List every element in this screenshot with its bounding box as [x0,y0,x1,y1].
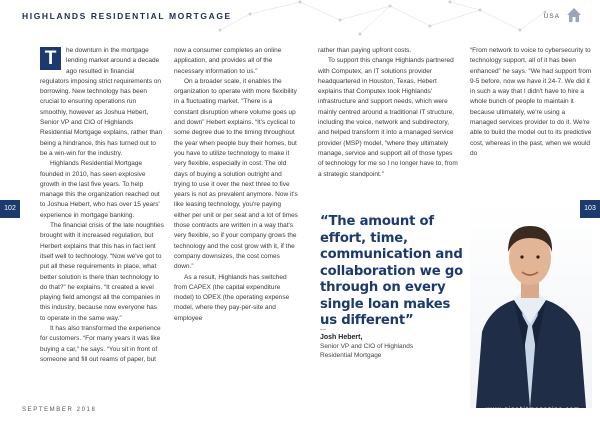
region-label: USA [543,13,560,20]
house-icon [566,7,582,23]
portrait-photo [470,200,592,408]
page-number-left: 102 [0,200,20,218]
article-paragraph: Highlands Residential Mortgage founded in 2010, has seen explosive growth in the last five years. To help manage this the organization reached out to Joshua Hebert, who has over 15 years' experience in mortgage banking. [40,160,160,219]
quote-author-role: Senior VP and CIO of Highlands Residential Mortgage [320,343,414,359]
quote-author-name: Josh Hebert, [320,334,363,341]
article-paragraph: now a consumer completes an online application, and provides all of the necessary information to us.” [174,47,282,75]
drop-cap: T [40,47,61,70]
page-number-right: 103 [580,200,600,218]
article-paragraph: The financial crisis of the late noughties brought with it increased regulation, but Herbert explains that this has in fact lent itself well to technology. “Now we've got to put all these requirements in place, what better solution is there than technology to do that?” he explains. “It created a level playing field amongst all the companies in this industry, because now everyone has to operate in the same way.” [40,222,164,322]
article-column-3 [318,46,458,180]
article-paragraph: On a broader scale, it enables the organization to operate with more flexibility in a fluctuating market. “There is a constant disruption where volume goes up and down” Hebert explains. “It's cyclical to some degree due to the timing throughout the year when people buy their homes, but you have to utilize technology to make it very flexible, especially in cost. The old days of buying a solution outright and trying to use it over the next three to five years is not as prevalent anymore. Now it's like leasing technology, you're paying either per unit or per seat and a lot of times those contracts are written in a way that's very flexible, so if your company grows the technology and the cost grow with it, if the company downsizes, the cost comes down.” [174,77,298,271]
article-column-4 [470,46,592,159]
article-column-1 [40,46,164,365]
article-paragraph: As a result, Highlands has switched from CAPEX (the capital expenditure model) to OPEX (the operating expense model, where they pay-per-site and employee [174,273,290,322]
magazine-section-title: HIGHLANDS RESIDENTIAL MORTGAGE [22,11,232,21]
issue-date: SEPTEMBER 2018 [22,407,97,413]
article-column-2 [174,46,298,324]
article-paragraph: To support this change Highlands partnered with Computex, an IT solutions provider headquartered in Houston, Texas. Hebert explains that Computex took Highlands' infrastructure and support needs, which were mainly centred around a traditional IT structure, including the voice, network and subdirectory, and helped transform it into a managed service provider (MSP) model, “where they ultimately manage, service and support all of those types of technology for me so I no longer have to, from a strategic standpoint.” [318,57,458,178]
website-url: www.gigabitmagazine.com [485,407,580,413]
quote-dash: — [320,327,326,333]
pull-quote: “The amount of effort, time, communication and collaboration we go through on every single loan makes us different” [320,214,464,328]
article-paragraph: “From network to voice to cybersecurity to technology support, all of it has been enhanced” he says. “We had support from 9-5 before, now we have it 24-7. We did it in such a way that I didn't have to hire a whole bunch of people to maintain it because ultimately, we're using a managed services provider to do it. We're able to build the model out to its predictive cost, whereas in the past, when we would do [470,47,592,157]
article-paragraph: rather than paying upfront costs. [318,47,412,54]
article-paragraph-text: he downturn in the mortgage lending market around a decade ago resulted in financial regulators imposing strict requirements on borrowing. New technology has been crucial to ensuring operations run smoothly, however as Joshua Hebert, Senior VP and CIO of Highlands Residential Mortgage explains, rather than being a hindrance, this has turned out to be a win-win for the industry. [40,47,163,157]
article-paragraph: It has also transformed the experience for customers. “For many years it was like buying a car,” he says. “You sit in front of someone and fill out reams of paper, but [40,325,161,363]
article-paragraph [40,46,164,159]
